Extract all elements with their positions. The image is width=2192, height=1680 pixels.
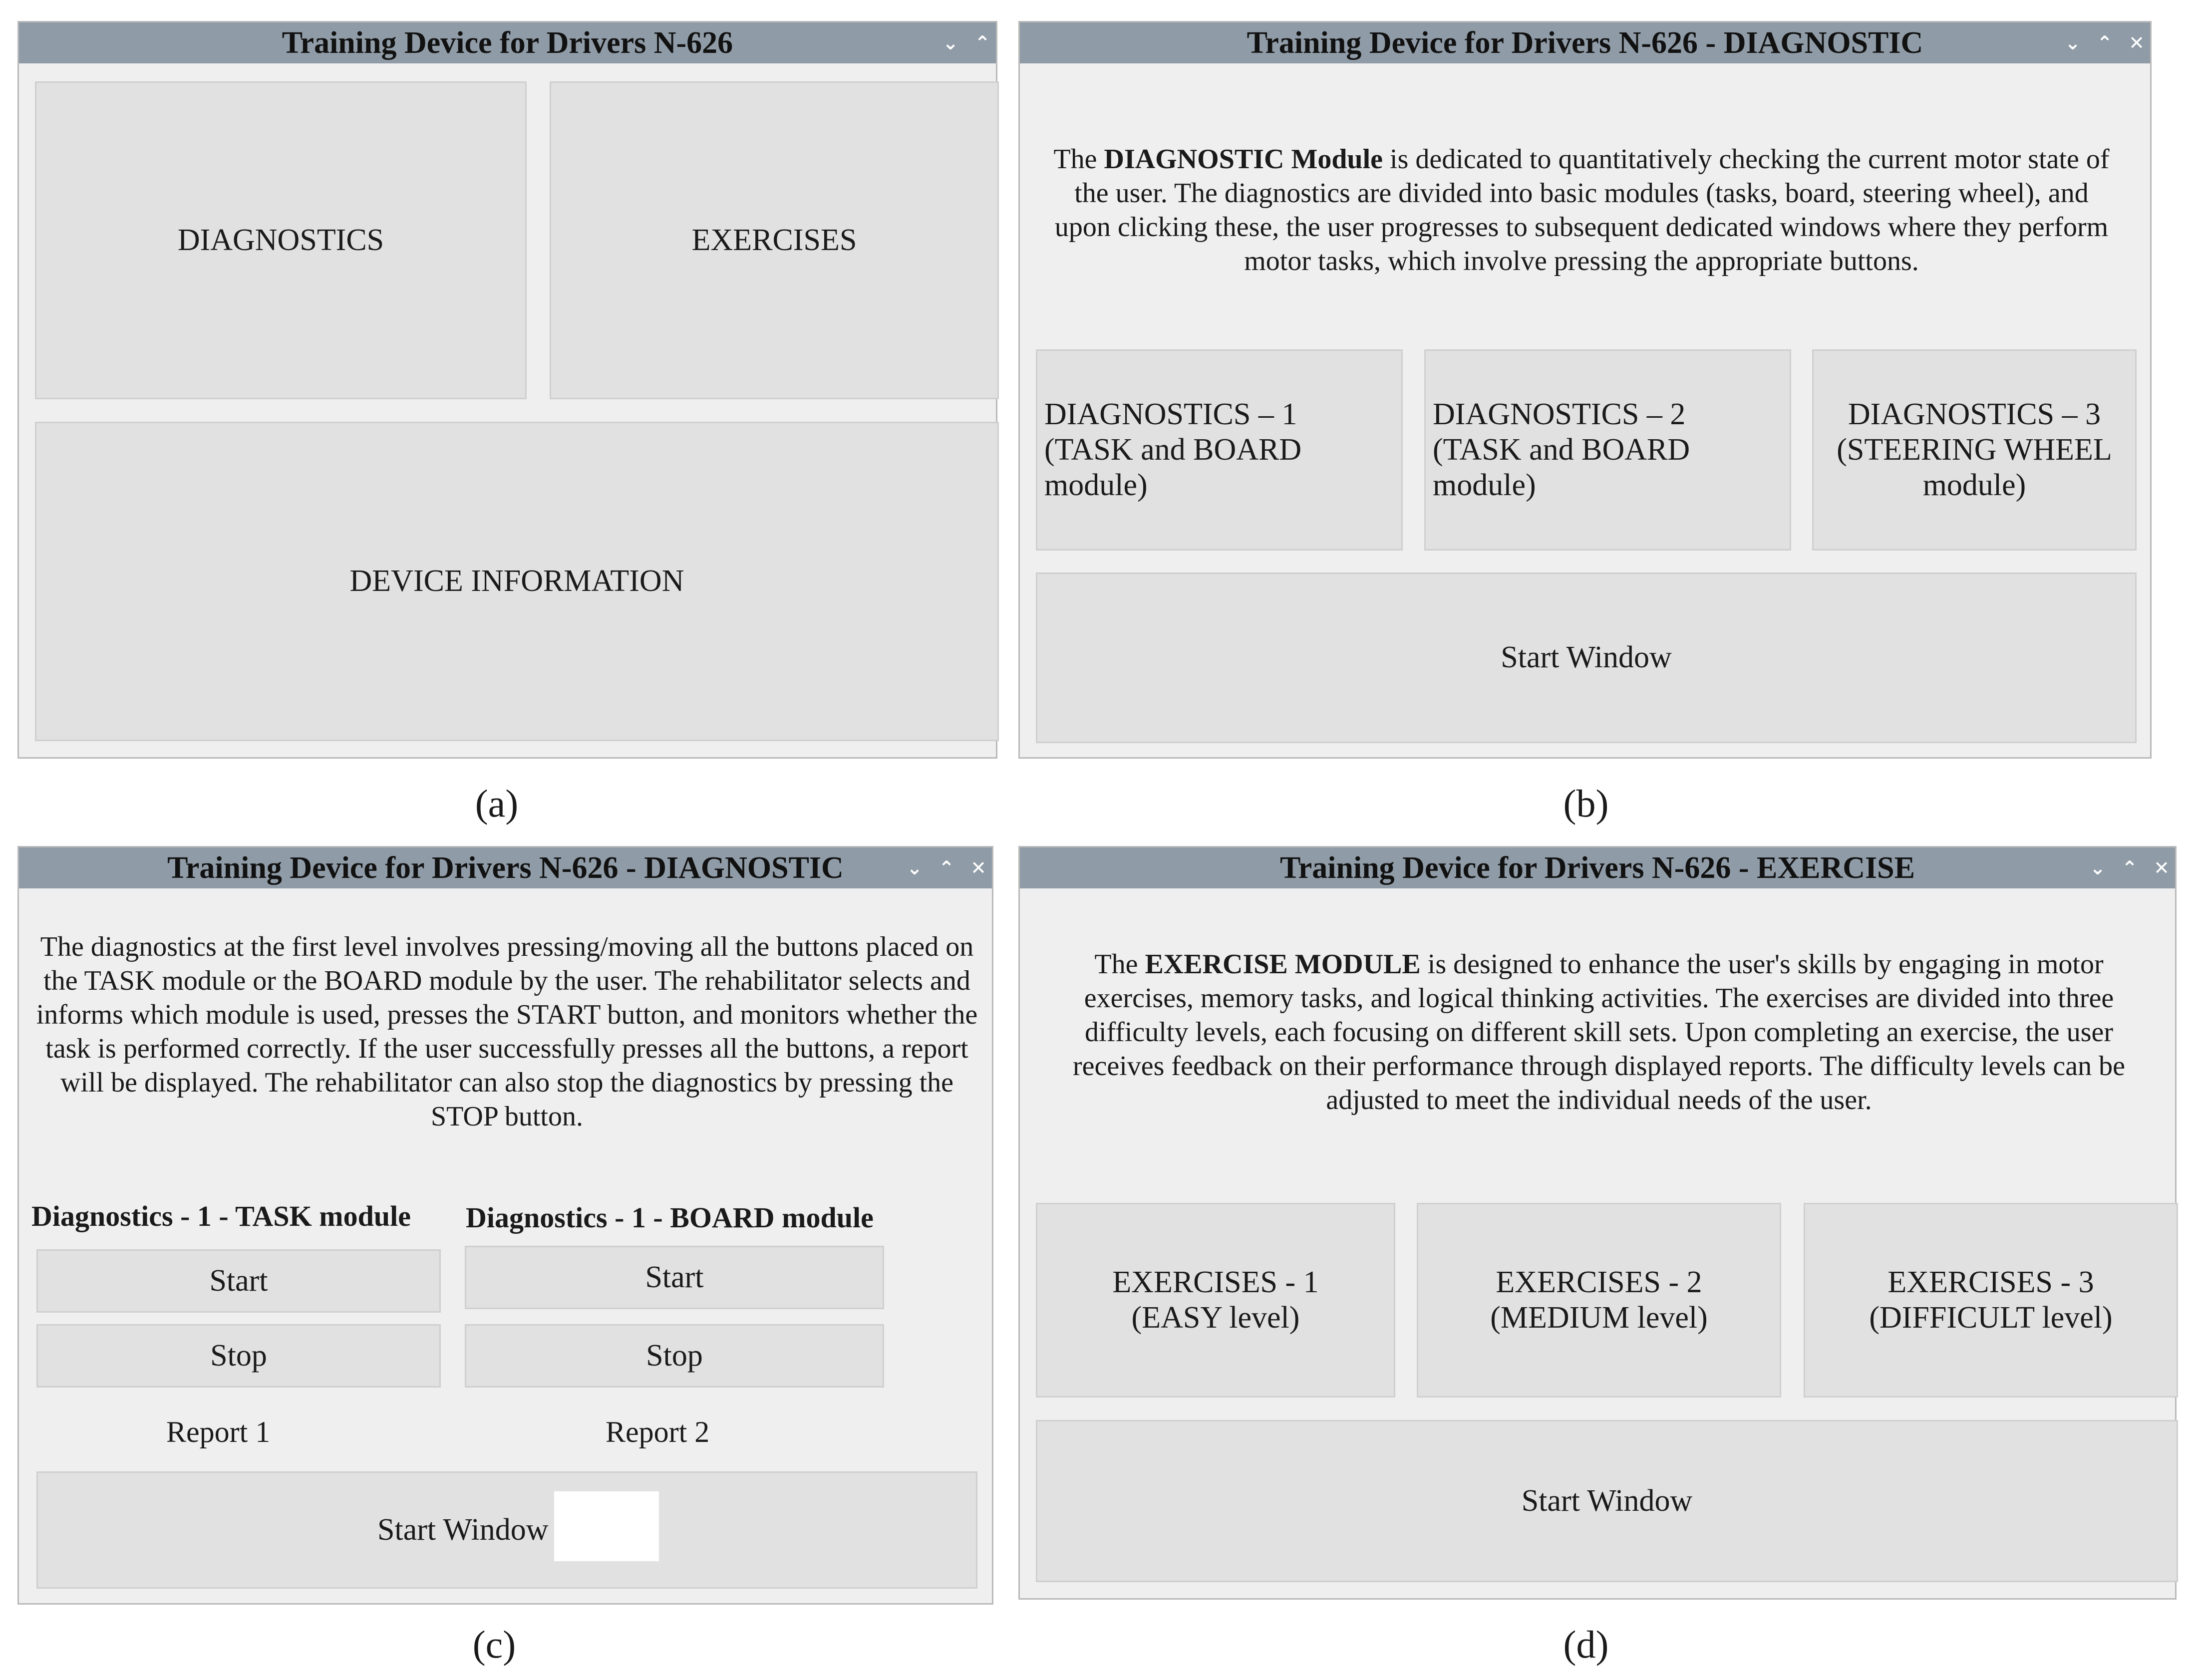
task-module-heading: Diagnostics - 1 - TASK module bbox=[31, 1200, 411, 1232]
board-module-heading: Diagnostics - 1 - BOARD module bbox=[466, 1201, 874, 1234]
window-controls bbox=[906, 847, 987, 888]
window-title: Training Device for Drivers N-626 - DIAGNOSTIC bbox=[167, 850, 844, 885]
diagnostic-1-window bbox=[17, 846, 993, 1605]
diagnostics-button[interactable]: DIAGNOSTICS bbox=[35, 81, 527, 399]
maximize-icon[interactable]: ⌃ bbox=[2122, 857, 2138, 879]
window-titlebar[interactable] bbox=[19, 22, 996, 63]
window-controls bbox=[942, 22, 991, 63]
diagnostics-2-button[interactable]: DIAGNOSTICS – 2 (TASK and BOARD module) bbox=[1424, 349, 1791, 551]
diagnostic-window bbox=[1018, 21, 2152, 759]
diagnostics-description: The diagnostics at the first level involves pressing/moving all the buttons placed on the TASK module or the BOARD module by the user. The rehabilitator selects and informs which module is used, presses the START button, and monitors whether the task is performed correctly. If the user successfully presses all the buttons, a report will be displayed. The rehabilitator can also stop the diagnostics by pressing the STOP button. bbox=[36, 931, 978, 1132]
diagnostics-1-button[interactable]: DIAGNOSTICS – 1 (TASK and BOARD module) bbox=[1036, 349, 1403, 551]
module-description: The EXERCISE MODULE is designed to enhance the user's skills by engaging in motor exercises, memory tasks, and logical thinking activities. The exercises are divided into three difficulty levels, each focusing on different skill sets. Upon completing an exercise, the user receives feedback on their performance through displayed reports. The difficulty levels can be adjusted to meet the individual needs of the user. bbox=[1073, 949, 2125, 1116]
window-controls bbox=[2064, 22, 2145, 63]
minimize-icon[interactable]: ⌄ bbox=[2065, 32, 2081, 54]
minimize-icon[interactable]: ⌄ bbox=[942, 32, 958, 54]
module-description: The DIAGNOSTIC Module is dedicated to quantitatively checking the current motor state of the user. The diagnostics are divided into basic modules (tasks, board, steering wheel), and upon clicking these, the user progresses to subsequent dedicated windows where they perform motor tasks, which involve pressing the appropriate buttons. bbox=[1053, 144, 2110, 277]
module-name: EXERCISE MODULE bbox=[1145, 949, 1421, 980]
window-title: Training Device for Drivers N-626 - DIAGNOSTIC bbox=[1247, 25, 1923, 60]
minimize-icon[interactable]: ⌄ bbox=[907, 857, 923, 879]
caption-c: (c) bbox=[472, 1623, 516, 1666]
report-2-label[interactable]: Report 2 bbox=[606, 1415, 710, 1448]
exercise-window bbox=[1018, 846, 2177, 1600]
caption-a: (a) bbox=[475, 782, 519, 825]
board-start-button[interactable]: Start bbox=[465, 1246, 884, 1309]
exercises-2-button[interactable]: EXERCISES - 2 (MEDIUM level) bbox=[1417, 1203, 1781, 1398]
task-stop-button[interactable]: Stop bbox=[36, 1324, 441, 1388]
task-start-button[interactable]: Start bbox=[36, 1249, 441, 1313]
exercises-3-button[interactable]: EXERCISES - 3 (DIFFICULT level) bbox=[1804, 1203, 2178, 1398]
caption-d: (d) bbox=[1563, 1623, 1609, 1666]
close-icon[interactable]: ✕ bbox=[2129, 32, 2145, 54]
device-information-button[interactable]: DEVICE INFORMATION bbox=[35, 422, 999, 741]
main-window bbox=[17, 21, 997, 759]
start-window-button[interactable]: Start Window bbox=[1036, 572, 2137, 743]
module-name: DIAGNOSTIC Module bbox=[1104, 144, 1383, 175]
exercises-1-button[interactable]: EXERCISES - 1 (EASY level) bbox=[1036, 1203, 1395, 1398]
exercises-button[interactable]: EXERCISES bbox=[550, 81, 999, 399]
report-display-box bbox=[554, 1491, 659, 1561]
maximize-icon[interactable]: ⌃ bbox=[974, 32, 990, 54]
report-1-label[interactable]: Report 1 bbox=[166, 1415, 271, 1448]
window-title: Training Device for Drivers N-626 - EXERCISE bbox=[1279, 850, 1915, 885]
maximize-icon[interactable]: ⌃ bbox=[2097, 32, 2113, 54]
caption-b: (b) bbox=[1563, 782, 1609, 825]
window-title: Training Device for Drivers N-626 bbox=[282, 25, 733, 60]
window-controls bbox=[2089, 847, 2170, 888]
start-window-label: Start Window bbox=[377, 1512, 549, 1547]
minimize-icon[interactable]: ⌄ bbox=[2090, 857, 2106, 879]
start-window-button[interactable]: Start Window bbox=[1036, 1420, 2178, 1582]
diagnostics-3-button[interactable]: DIAGNOSTICS – 3 (STEERING WHEEL module) bbox=[1812, 349, 2137, 551]
board-stop-button[interactable]: Stop bbox=[465, 1324, 884, 1388]
window-titlebar[interactable] bbox=[1020, 22, 2150, 63]
start-window-button[interactable] bbox=[36, 1471, 977, 1589]
close-icon[interactable]: ✕ bbox=[2154, 857, 2170, 879]
close-icon[interactable]: ✕ bbox=[970, 857, 986, 879]
maximize-icon[interactable]: ⌃ bbox=[939, 857, 954, 879]
window-titlebar[interactable] bbox=[1020, 847, 2175, 888]
window-titlebar[interactable] bbox=[19, 847, 992, 888]
